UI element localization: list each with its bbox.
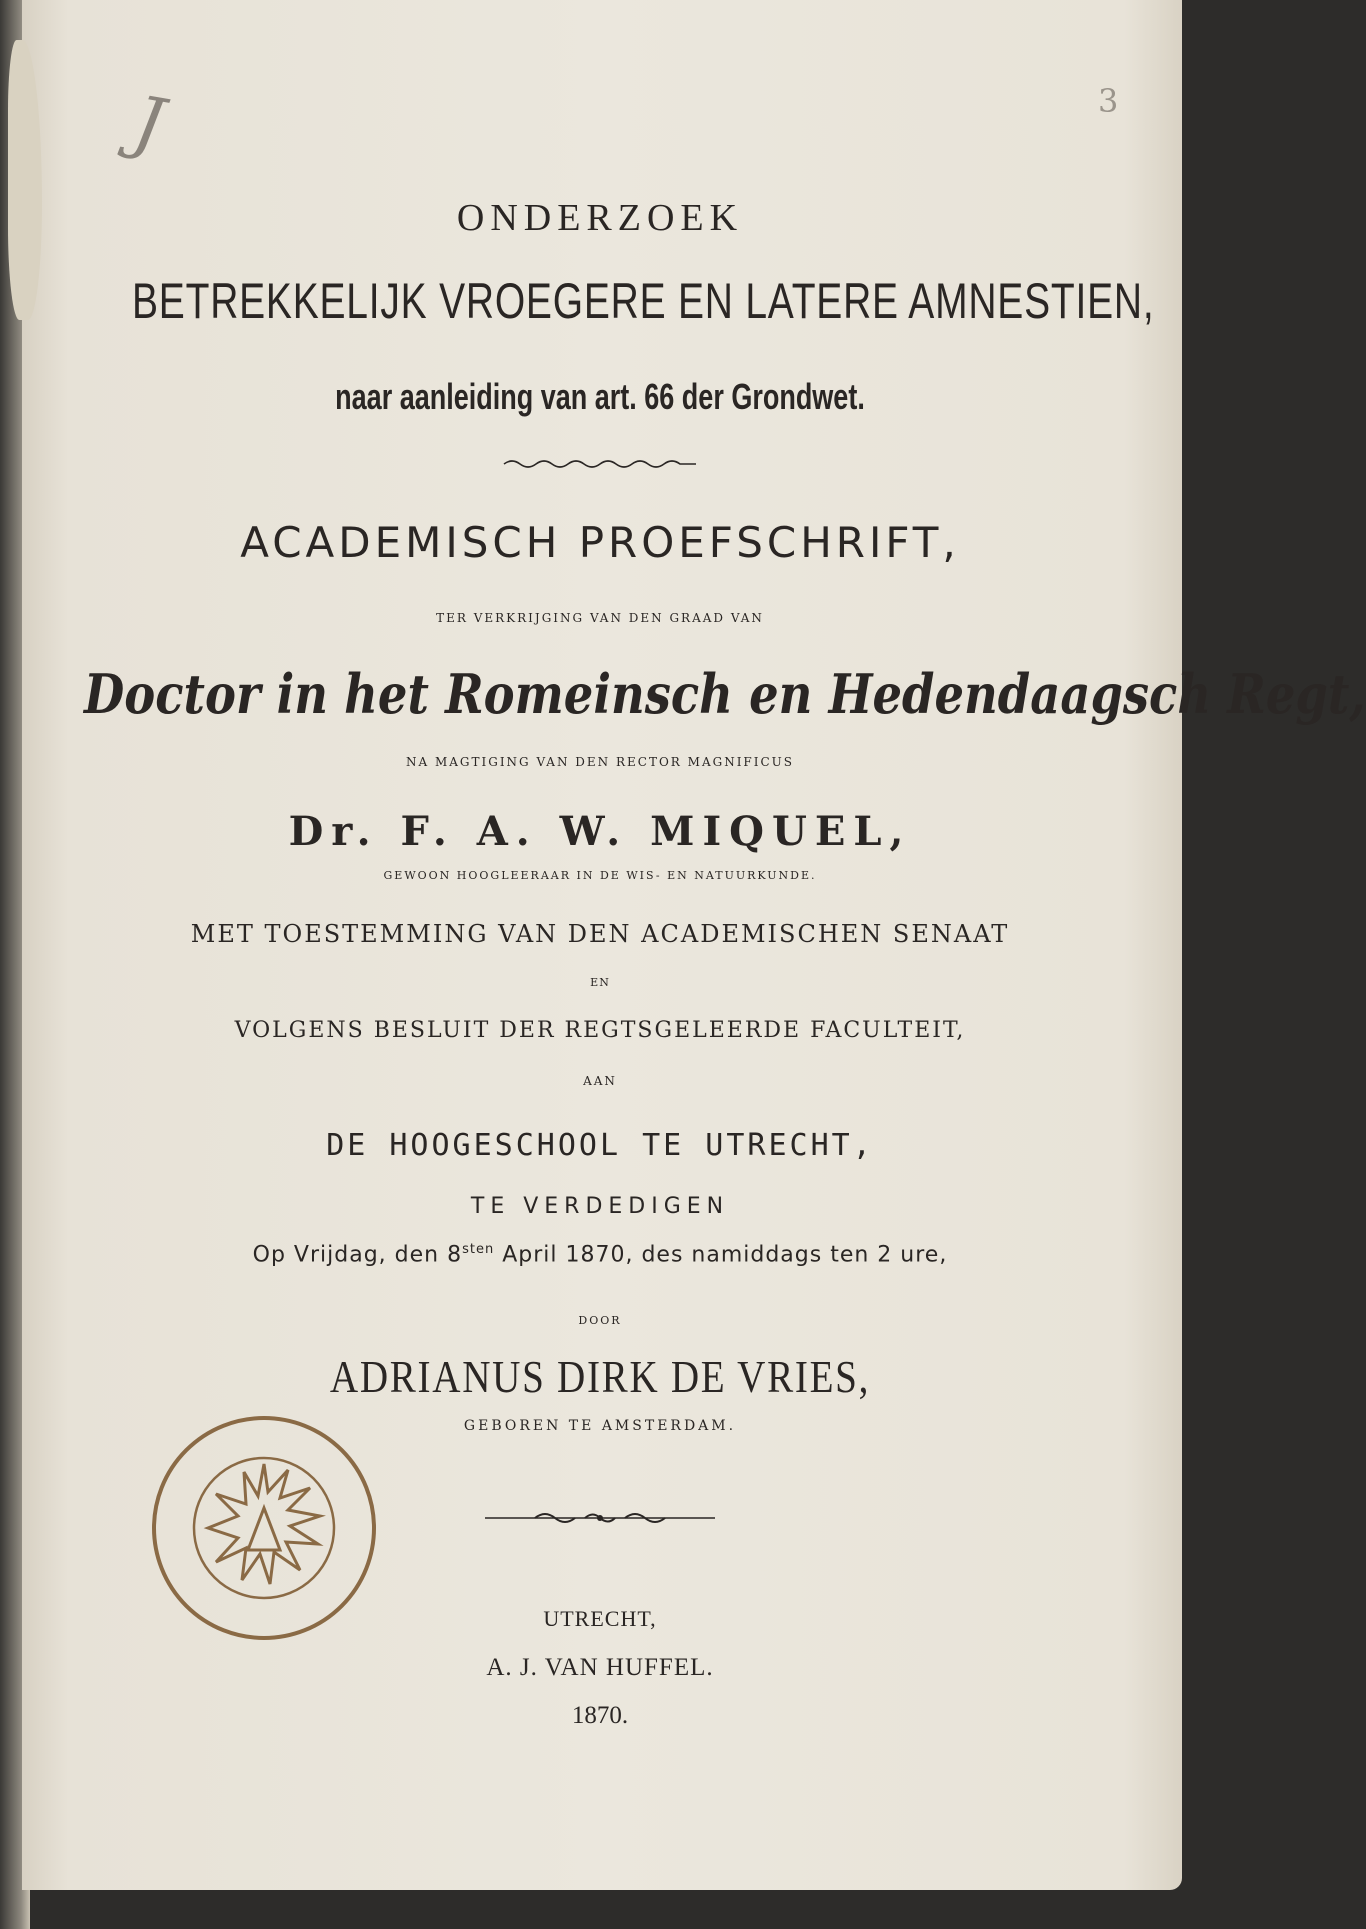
- date-line-ordinal: sten: [462, 1242, 495, 1257]
- title-line-subtitle: naar aanleiding van art. 66 der Grondwet.: [335, 376, 865, 417]
- rector-position: GEWOON HOOGLEERAAR IN DE WIS- EN NATUURKUNDE.: [383, 869, 817, 882]
- rector-name: Dr. F. A. W. MIQUEL,: [288, 808, 912, 855]
- date-line-part-2: April 1870, des namiddags ten 2 ure,: [494, 1242, 948, 1268]
- defend-line: TE VERDEDIGEN: [470, 1194, 730, 1219]
- title-line-main: BETREKKELIJK VROEGERE EN LATERE AMNESTIEN,: [132, 273, 1155, 329]
- university-line: DE HOOGESCHOOL TE UTRECHT,: [326, 1128, 874, 1163]
- imprint-city: UTRECHT,: [543, 1606, 657, 1631]
- degree-title: Doctor in het Romeinsch en Hedendaagsch Regt,: [84, 662, 1366, 726]
- faculty-line: VOLGENS BESLUIT DER REGTSGELEERDE FACULTEIT,: [234, 1018, 966, 1043]
- pencil-mark-top-left: J: [128, 80, 170, 166]
- date-line-part-1: Op Vrijdag, den 8: [252, 1242, 463, 1268]
- title-line-onderzoek: ONDERZOEK: [456, 197, 744, 239]
- conjunction-door: DOOR: [578, 1314, 622, 1327]
- imprint-year: 1870.: [571, 1702, 629, 1729]
- date-line: [0, 1242, 1200, 1267]
- author-name: ADRIANUS DIRK DE VRIES,: [329, 1351, 871, 1402]
- conjunction-en: EN: [590, 976, 610, 989]
- imprint-publisher: A. J. VAN HUFFEL.: [486, 1654, 714, 1681]
- ornament-divider-top: [0, 456, 1200, 476]
- rector-intro-line: NA MAGTIGING VAN DEN RECTOR MAGNIFICUS: [405, 755, 795, 769]
- pencil-mark-top-right: 3: [1098, 82, 1119, 120]
- academic-thesis-heading: ACADEMISCH PROEFSCHRIFT,: [240, 518, 960, 567]
- author-birthplace: GEBOREN TE AMSTERDAM.: [463, 1418, 737, 1434]
- senate-line: MET TOESTEMMING VAN DEN ACADEMISCHEN SENAAT: [190, 920, 1010, 948]
- degree-intro-line: TER VERKRIJGING VAN DEN GRAAD VAN: [436, 611, 764, 625]
- conjunction-aan: AAN: [583, 1074, 617, 1088]
